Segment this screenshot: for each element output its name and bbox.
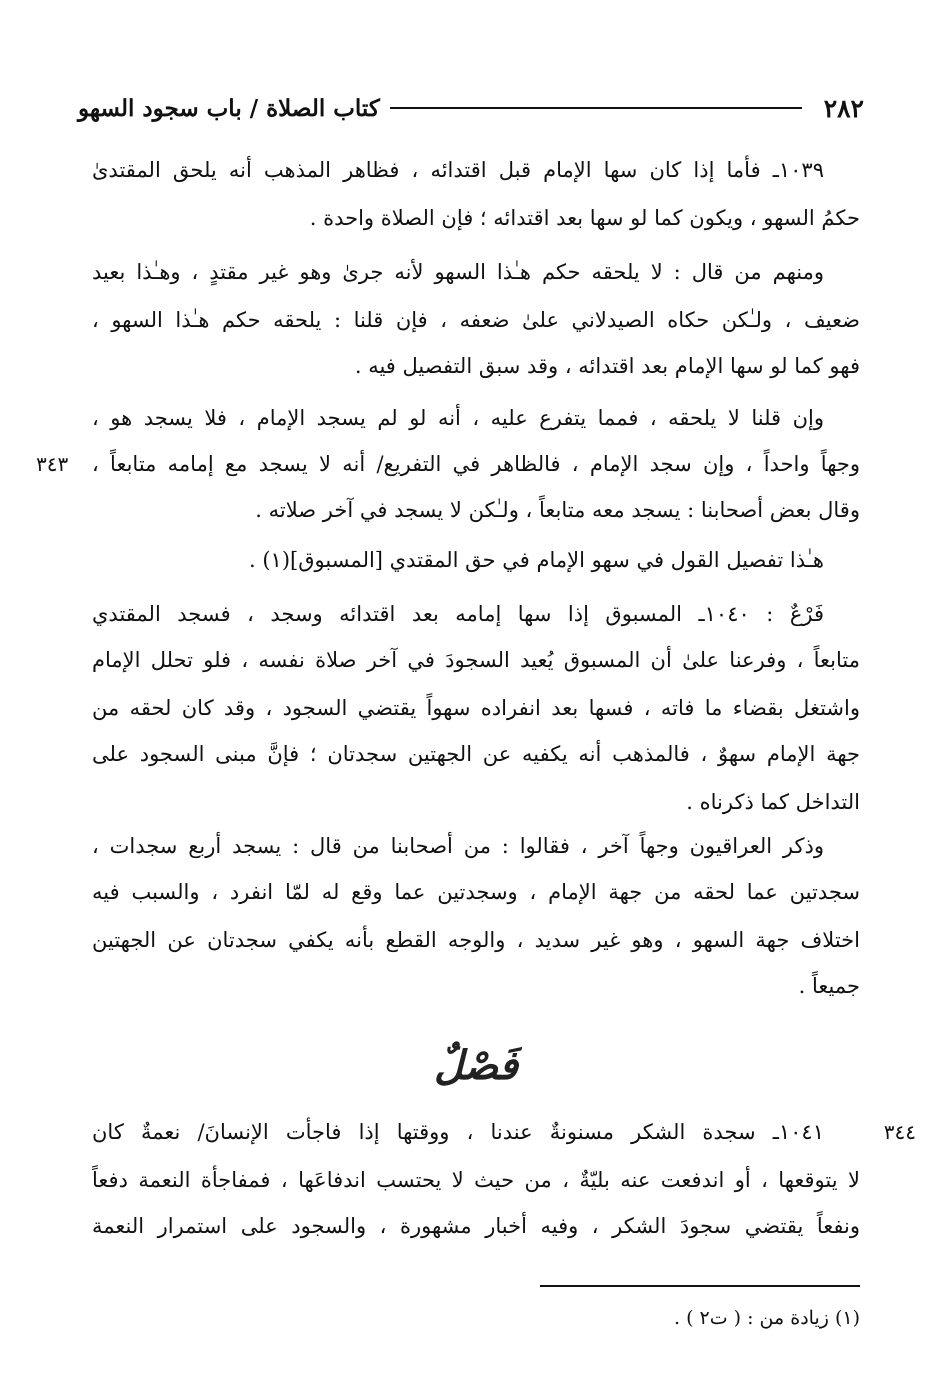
text-line: ونفعاً يقتضي سجودَ الشكر ، وفيه أخبار مشهورة ، والسجود على استمرار النعمة bbox=[92, 1214, 860, 1238]
text-line: ومنهم من قال : لا يلحقه حكم هـٰذا السهو لأنه جرىٰ وهو غير مقتدٍ ، وهـٰذا بعيد bbox=[92, 260, 824, 284]
text-line: فهو كما لو سها الإمام بعد اقتدائه ، وقد سبق التفصيل فيه . bbox=[354, 354, 860, 378]
running-header bbox=[78, 88, 864, 128]
margin-folio-number: ٣٤٤ bbox=[883, 1120, 916, 1144]
text-line: حكمُ السهو ، ويكون كما لو سها بعد اقتدائه ؛ فإن الصلاة واحدة . bbox=[309, 206, 860, 230]
footnote-rule bbox=[540, 1285, 860, 1287]
page-number: ٢٨٢ bbox=[823, 93, 864, 123]
text-line: التداخل كما ذكرناه . bbox=[686, 790, 860, 814]
text-line: وإن قلنا لا يلحقه ، فمما يتفرع عليه ، أنه لو لم يسجد الإمام ، فلا يسجد هو ، bbox=[92, 406, 824, 430]
chapter-title: كتاب الصلاة / باب سجود السهو bbox=[78, 94, 380, 122]
text-line: سجدتين عما لحقه من جهة الإمام ، وسجدتين عما وقع له لمّا انفرد ، والسبب فيه bbox=[92, 880, 860, 904]
text-line: ١٠٤١ـ سجدة الشكر مسنونةٌ عندنا ، ووقتها إذا فاجأت الإنسانَ/ نعمةٌ كان bbox=[92, 1120, 824, 1144]
text-line: جهة الإمام سهوٌ ، فالمذهب أنه يكفيه عن الجهتين سجدتان ؛ فإنَّ مبنى السجود على bbox=[92, 742, 860, 766]
margin-folio-number: ٣٤٣ bbox=[36, 452, 69, 476]
text-line: واشتغل بقضاء ما فاته ، فسها بعد انفراده سهواً يقتضي السجود ، وقد كان لحقه من bbox=[92, 696, 860, 720]
header-rule bbox=[390, 107, 802, 109]
section-heading: فَصْلٌ bbox=[433, 1042, 519, 1089]
text-line: فَرْعٌ : ١٠٤٠ـ المسبوق إذا سها إمامه بعد اقتدائه وسجد ، فسجد المقتدي bbox=[92, 602, 824, 626]
text-line: لا يتوقعها ، أو اندفعت عنه بليّةٌ ، من حيث لا يحتسب اندفاعَها ، فمفاجأة النعمة دفعاً bbox=[92, 1168, 860, 1192]
text-line: وذكر العراقيون وجهاً آخر ، فقالوا : من أصحابنا من قال : يسجد أربع سجدات ، bbox=[92, 834, 824, 858]
text-line: ضعيف ، ولـٰكن حكاه الصيدلاني علىٰ ضعفه ، فإن قلنا : يلحقه حكم هـٰذا السهو ، bbox=[92, 308, 860, 332]
text-line: وجهاً واحداً ، وإن سجد الإمام ، فالظاهر في التفريع/ أنه لا يسجد مع إمامه متابعاً ، bbox=[92, 452, 860, 476]
text-line: ١٠٣٩ـ فأما إذا كان سها الإمام قبل اقتدائه ، فظاهر المذهب أنه يلحق المقتدىٰ bbox=[92, 158, 824, 182]
text-line: متابعاً ، وفرعنا علىٰ أن المسبوق يُعيد السجودَ في آخر صلاة نفسه ، فلو تحلل الإمام bbox=[92, 648, 860, 672]
text-line: وقال بعض أصحابنا : يسجد معه متابعاً ، ولـٰكن لا يسجد في آخر صلاته . bbox=[255, 498, 860, 522]
text-line: جميعاً . bbox=[798, 974, 860, 998]
text-line: هـٰذا تفصيل القول في سهو الإمام في حق المقتدي [المسبوق](١) . bbox=[249, 548, 824, 572]
text-line: اختلاف جهة السهو ، وهو غير سديد ، والوجه القطع بأنه يكفي سجدتان عن الجهتين bbox=[92, 928, 860, 952]
footnote: (١) زيادة من : ( ت٢ ) . bbox=[673, 1307, 860, 1329]
